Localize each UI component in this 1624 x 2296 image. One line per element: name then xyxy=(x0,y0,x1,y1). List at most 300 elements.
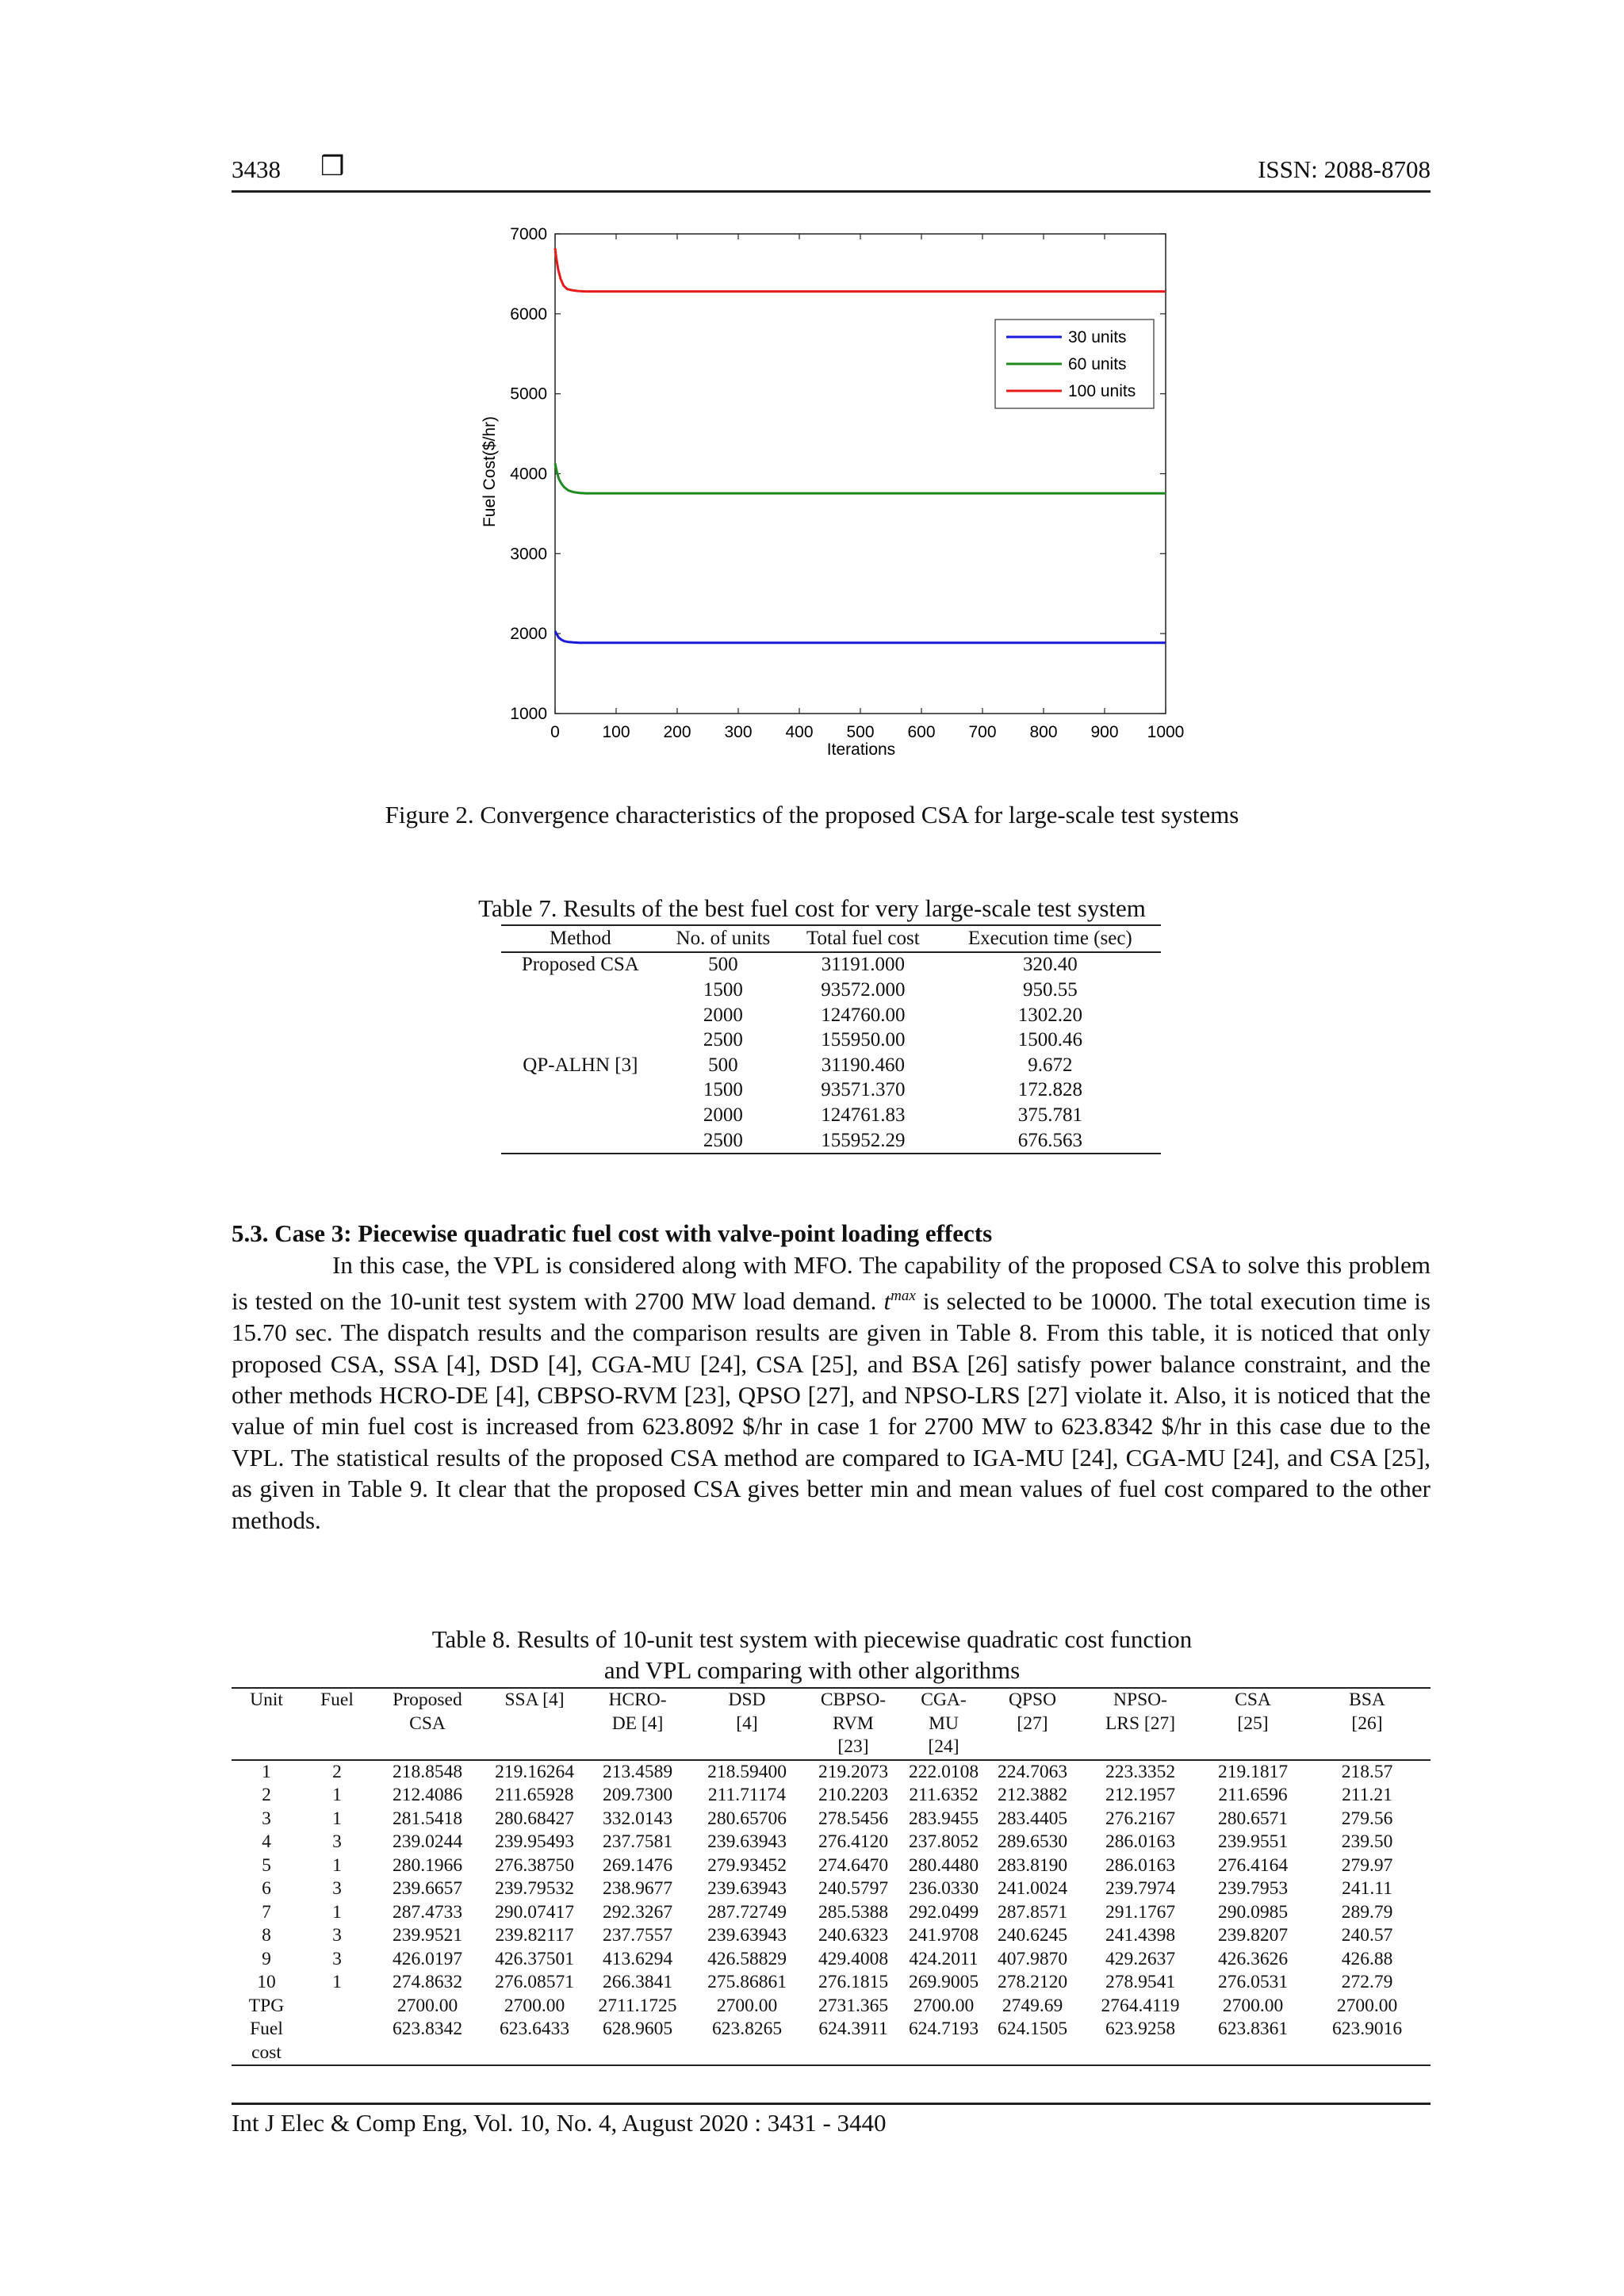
table7-caption: Table 7. Results of the best fuel cost for very large-scale test system xyxy=(478,894,1146,922)
table8-header-cell xyxy=(482,1688,587,1760)
table8-header-cell xyxy=(1202,1688,1304,1760)
table8-cell xyxy=(373,1808,482,1831)
table7-cell: 1500 xyxy=(703,1079,743,1101)
legend-label: 60 units xyxy=(1068,355,1127,373)
cell-text: 272.79 xyxy=(1341,1972,1393,1992)
cell-text: 2731.365 xyxy=(818,1995,889,2016)
table8-cell xyxy=(587,2018,688,2065)
table8-cell xyxy=(232,1948,301,1972)
cell-text: 4 xyxy=(262,1831,271,1852)
table8-cell xyxy=(901,1948,986,1972)
cell-text: CBPSO- xyxy=(820,1689,887,1710)
table7-cell: 2000 xyxy=(703,1004,743,1026)
table7-cell: 31191.000 xyxy=(821,954,906,976)
y-tick-label: 3000 xyxy=(510,545,547,564)
para-text-2: is selected to be 10000. The total execution time is 15.70 sec. The dispatch results and the comparison results are given in Table 8. From this table, it is noticed that only proposed CSA, SSA [4], DSD [4], CGA-MU [24], CSA [25], and BSA [26] satisfy power balance constraint, and the other methods HCRO-DE [4], CBPSO-RVM [23], QPSO [27], and NPSO-LRS [27] violate it. Also, it is noticed that the value of min fuel cost is increased from 623.8092 $/hr in case 1 for 2700 MW to 623.8342 $/hr in this case due to the VPL. The statistical results of the proposed CSA method are compared to IGA-MU [24], CGA-MU [24], and CSA [25], as given in Table 9. It clear that the proposed CSA gives better min and mean values of fuel cost compared to the other methods. xyxy=(232,1287,1431,1534)
cell-text: 274.6470 xyxy=(818,1854,889,1876)
table8-cell xyxy=(1202,1995,1304,2019)
table-row xyxy=(501,1003,1161,1028)
cell-text: 2700.00 xyxy=(716,1995,778,2016)
cell-text: 240.6245 xyxy=(997,1925,1068,1946)
cell-text: 292.3267 xyxy=(602,1901,673,1923)
cell-text: 7 xyxy=(262,1901,271,1923)
table7-cell: 124761.83 xyxy=(821,1104,906,1126)
table8-header-cell xyxy=(986,1688,1078,1760)
table8-cell xyxy=(1202,1924,1304,1948)
cell-text: 237.8052 xyxy=(908,1831,979,1852)
cell-text: 218.57 xyxy=(1341,1761,1393,1782)
table-row xyxy=(232,1901,1431,1925)
table7-cell: 124760.00 xyxy=(821,1004,906,1026)
cell-text: Proposed xyxy=(393,1689,462,1710)
table8-cell xyxy=(901,2018,986,2065)
x-tick-label: 500 xyxy=(846,723,875,741)
cell-text: 240.6323 xyxy=(818,1925,889,1946)
t-superscript: max xyxy=(891,1288,916,1305)
cell-text: 239.0244 xyxy=(392,1831,463,1852)
table8-cell xyxy=(688,1995,806,2019)
cell-text: 275.86861 xyxy=(707,1972,787,1992)
cell-text: 429.4008 xyxy=(818,1948,889,1969)
cell-text: 287.72749 xyxy=(707,1901,787,1923)
cell-text: 218.8548 xyxy=(392,1761,463,1782)
table8-cell xyxy=(1202,1877,1304,1901)
cell-text: 239.8207 xyxy=(1217,1925,1289,1946)
table8-cell xyxy=(301,1948,373,1972)
cell-text: 1 xyxy=(332,1901,342,1923)
table7-cell: 1302.20 xyxy=(1017,1004,1082,1026)
table8-cell xyxy=(482,1995,587,2019)
series-line-100-units xyxy=(555,248,1166,292)
table8-cell xyxy=(301,1808,373,1831)
table8-cell xyxy=(1078,2018,1202,2065)
table8-cell xyxy=(901,1971,986,1995)
cell-text: [25] xyxy=(1237,1712,1269,1734)
table8-cell xyxy=(1078,1971,1202,1995)
table8-cell xyxy=(373,1760,482,1785)
cell-text: 213.4589 xyxy=(602,1761,673,1782)
table8-cell xyxy=(806,2018,901,2065)
table8-cell xyxy=(373,1924,482,1948)
table8-cell xyxy=(482,1924,587,1948)
table8-cell xyxy=(1304,1784,1431,1808)
table8-cell xyxy=(901,1877,986,1901)
table8-cell xyxy=(482,2018,587,2065)
table8-cell xyxy=(1202,1808,1304,1831)
x-tick-label: 300 xyxy=(724,723,753,741)
y-tick-label: 5000 xyxy=(510,385,547,404)
y-tick-label: 7000 xyxy=(510,225,547,243)
table7-cell: 93572.000 xyxy=(821,978,906,1001)
table8-cell xyxy=(688,1784,806,1808)
cell-text: 332.0143 xyxy=(602,1808,673,1829)
cell-text: NPSO- xyxy=(1113,1689,1167,1710)
cell-text: 623.8265 xyxy=(711,2019,783,2039)
table8-cell xyxy=(986,1784,1078,1808)
header-rule xyxy=(232,190,1431,193)
table8-cell xyxy=(232,1901,301,1925)
cell-text: 2 xyxy=(262,1785,271,1805)
x-axis-label: Iterations xyxy=(826,740,896,759)
cell-text: 276.38750 xyxy=(495,1854,574,1876)
y-tick-label: 4000 xyxy=(510,465,547,484)
cell-text: 269.9005 xyxy=(908,1972,979,1992)
cell-text: 280.1966 xyxy=(392,1854,463,1876)
table8-cell xyxy=(1304,1854,1431,1878)
cell-text: 211.65928 xyxy=(495,1785,574,1805)
cell-text: 280.6571 xyxy=(1217,1808,1289,1829)
cell-text: 276.4120 xyxy=(818,1831,889,1852)
para-text-1: In this case, the VPL is considered along with MFO. The capability of the proposed CSA to solve this problem is tested on the 10-unit test system with 2700 MW load demand. xyxy=(232,1251,1431,1315)
table8-cell xyxy=(373,1877,482,1901)
cell-text: CGA- xyxy=(921,1689,967,1710)
table8-cell xyxy=(806,1808,901,1831)
cell-text: 223.3352 xyxy=(1105,1761,1176,1782)
cell-text: Unit xyxy=(250,1689,283,1710)
cell-text: 283.8190 xyxy=(997,1854,1068,1876)
cell-text: 212.3882 xyxy=(997,1785,1068,1805)
figure-caption: Figure 2. Convergence characteristics of the proposed CSA for large-scale test systems xyxy=(385,801,1239,828)
table8-cell xyxy=(901,1760,986,1785)
table8-cell xyxy=(1078,1877,1202,1901)
y-tick-label: 1000 xyxy=(510,705,547,723)
table8-cell xyxy=(806,1831,901,1854)
table8-header-cell xyxy=(688,1688,806,1760)
table8-cell xyxy=(1078,1995,1202,2019)
table8-cell xyxy=(806,1924,901,1948)
cell-text: 623.6433 xyxy=(499,2019,570,2039)
table-row xyxy=(232,1948,1431,1972)
table8-cell xyxy=(901,1924,986,1948)
table8-cell xyxy=(373,1784,482,1808)
table8-cell xyxy=(901,1995,986,2019)
cell-text: 209.7300 xyxy=(602,1785,673,1805)
table8-header-cell xyxy=(1078,1688,1202,1760)
table8-cell xyxy=(1304,1808,1431,1831)
cell-text: 219.16264 xyxy=(495,1761,574,1782)
table7-cell: 320.40 xyxy=(1022,954,1078,976)
cell-text: 3 xyxy=(262,1808,271,1829)
y-tick-label: 2000 xyxy=(510,625,547,644)
table8-cell xyxy=(688,1924,806,1948)
cell-text: 239.9521 xyxy=(392,1925,463,1946)
cell-text: 2 xyxy=(332,1761,342,1782)
cell-text: 290.0985 xyxy=(1217,1901,1289,1923)
table8-header-cell xyxy=(587,1688,688,1760)
table8-cell xyxy=(232,1971,301,1995)
cell-text: 3 xyxy=(332,1831,342,1852)
table8-header-cell xyxy=(806,1688,901,1760)
table8-cell xyxy=(482,1854,587,1878)
cell-text: DSD xyxy=(728,1689,766,1710)
cell-text: 407.9870 xyxy=(997,1948,1068,1969)
cell-text: 239.63943 xyxy=(707,1878,787,1899)
cell-text: 624.3911 xyxy=(818,2019,888,2039)
y-tick-label: 6000 xyxy=(510,304,547,323)
table8-caption-line2: and VPL comparing with other algorithms xyxy=(603,1656,1021,1684)
cell-text: 624.7193 xyxy=(908,2019,979,2039)
table8-cell xyxy=(1304,1924,1431,1948)
table8-cell xyxy=(232,1924,301,1948)
cell-text: 278.2120 xyxy=(997,1972,1068,1992)
table8 xyxy=(232,1687,1431,2066)
table8-cell xyxy=(232,1854,301,1878)
table-row xyxy=(501,1103,1161,1128)
table-row xyxy=(232,1854,1431,1878)
table8-cell xyxy=(373,1948,482,1972)
journal-issn: ISSN: 2088-8708 xyxy=(1258,155,1431,183)
cell-text: 211.71174 xyxy=(707,1785,787,1805)
cell-text: [23] xyxy=(837,1736,869,1757)
table8-cell xyxy=(232,1760,301,1785)
cell-text: 276.2167 xyxy=(1105,1808,1176,1829)
table8-cell xyxy=(688,1901,806,1925)
cell-text: Fuel xyxy=(250,2019,283,2039)
cell-text: 3 xyxy=(332,1948,342,1969)
table8-cell xyxy=(587,1760,688,1785)
footer-citation: Int J Elec & Comp Eng, Vol. 10, No. 4, August 2020 : 3431 - 3440 xyxy=(232,2109,887,2137)
table7-cell: 500 xyxy=(708,1054,738,1076)
section-paragraph xyxy=(232,1249,1431,1536)
cell-text: 276.4164 xyxy=(1217,1854,1289,1876)
table8-cell xyxy=(1078,1760,1202,1785)
table8-cell xyxy=(587,1924,688,1948)
x-tick-label: 600 xyxy=(907,723,936,741)
table8-cell xyxy=(482,1831,587,1854)
table8-cell xyxy=(986,1948,1078,1972)
table8-cell xyxy=(986,1971,1078,1995)
table-row xyxy=(501,1053,1161,1078)
table8-cell xyxy=(587,1877,688,1901)
table8-cell xyxy=(1202,1760,1304,1785)
page-number: 3438 xyxy=(232,155,281,183)
cell-text: LRS [27] xyxy=(1105,1712,1176,1734)
table8-cell xyxy=(482,1760,587,1785)
table-row xyxy=(232,1784,1431,1808)
table8-cell xyxy=(1304,2018,1431,2065)
cell-text: 269.1476 xyxy=(602,1854,673,1876)
table7-cell: 2500 xyxy=(703,1029,743,1051)
table7-header-cell: No. of units xyxy=(676,927,771,949)
cell-text: 290.07417 xyxy=(495,1901,574,1923)
cell-text: 285.5388 xyxy=(818,1901,889,1923)
cell-text: 237.7557 xyxy=(602,1925,673,1946)
table8-cell xyxy=(986,1877,1078,1901)
cell-text: 222.0108 xyxy=(908,1761,979,1782)
table8-cell xyxy=(806,1854,901,1878)
cell-text: cost xyxy=(251,2042,282,2063)
table8-cell xyxy=(806,1784,901,1808)
table8-cell xyxy=(232,2018,301,2065)
cell-text: 241.11 xyxy=(1342,1878,1392,1899)
table8-cell xyxy=(1078,1901,1202,1925)
cell-text: 286.0163 xyxy=(1105,1854,1176,1876)
cell-text: 266.3841 xyxy=(602,1972,673,1992)
cell-text: 1 xyxy=(332,1808,342,1829)
cell-text: 239.95493 xyxy=(495,1831,574,1852)
table8-cell xyxy=(806,1971,901,1995)
table8-cell xyxy=(1304,1971,1431,1995)
x-tick-label: 700 xyxy=(968,723,997,741)
cell-text: 274.8632 xyxy=(392,1972,463,1992)
cell-text: 424.2011 xyxy=(909,1948,979,1969)
table7-cell: 950.55 xyxy=(1022,978,1078,1001)
table8-cell xyxy=(688,1831,806,1854)
cell-text: 236.0330 xyxy=(908,1878,979,1899)
table8-cell xyxy=(587,1831,688,1854)
y-axis-label: Fuel Cost($/hr) xyxy=(481,415,499,528)
cell-text: 3 xyxy=(332,1878,342,1899)
table8-cell xyxy=(1202,1948,1304,1972)
table8-cell xyxy=(587,1948,688,1972)
table8-caption-line1: Table 8. Results of 10-unit test system with piecewise quadratic cost function xyxy=(431,1625,1193,1653)
cell-text: 429.2637 xyxy=(1105,1948,1176,1969)
legend-label: 30 units xyxy=(1068,328,1127,346)
table8-cell xyxy=(1202,1971,1304,1995)
cell-text: 219.2073 xyxy=(818,1761,889,1782)
footer-rule xyxy=(232,2103,1431,2105)
table8-cell xyxy=(587,1901,688,1925)
table8-cell xyxy=(986,2018,1078,2065)
cell-text: [24] xyxy=(928,1736,959,1757)
table8-cell xyxy=(587,1784,688,1808)
table8-cell xyxy=(301,1924,373,1948)
cell-text: 239.6657 xyxy=(392,1878,463,1899)
cell-text: RVM xyxy=(833,1712,874,1734)
table-row xyxy=(501,1128,1161,1154)
table7-cell: 676.563 xyxy=(1017,1129,1082,1151)
table8-cell xyxy=(688,1854,806,1878)
cell-text: 413.6294 xyxy=(602,1948,673,1969)
cell-text: 291.1767 xyxy=(1105,1901,1176,1923)
cell-text: 281.5418 xyxy=(392,1808,463,1829)
table8-cell xyxy=(232,1831,301,1854)
table8-cell xyxy=(688,1808,806,1831)
table8-cell xyxy=(373,1901,482,1925)
cell-text: 623.8342 xyxy=(392,2019,463,2039)
table8-header-cell xyxy=(373,1688,482,1760)
table8-cell xyxy=(1078,1924,1202,1948)
cell-text: 287.8571 xyxy=(997,1901,1068,1923)
table7 xyxy=(501,924,1161,1154)
table8-cell xyxy=(482,1948,587,1972)
cell-text: BSA xyxy=(1349,1689,1385,1710)
table8-cell xyxy=(587,1854,688,1878)
table-row xyxy=(232,1877,1431,1901)
cell-text: 239.63943 xyxy=(707,1925,787,1946)
table8-cell xyxy=(1078,1784,1202,1808)
table8-cell xyxy=(232,1784,301,1808)
table8-cell xyxy=(301,1760,373,1785)
cell-text: 280.4480 xyxy=(908,1854,979,1876)
table8-cell xyxy=(301,1971,373,1995)
cell-text: 276.1815 xyxy=(818,1972,889,1992)
cell-text: 8 xyxy=(262,1925,271,1946)
table8-cell xyxy=(986,1995,1078,2019)
cell-text: 2700.00 xyxy=(913,1995,975,2016)
table8-cell xyxy=(1304,1948,1431,1972)
cell-text: 239.63943 xyxy=(707,1831,787,1852)
table8-cell xyxy=(373,1995,482,2019)
table8-cell xyxy=(1304,1995,1431,2019)
cell-text: 280.65706 xyxy=(707,1808,787,1829)
cell-text: 239.79532 xyxy=(495,1878,574,1899)
table8-cell xyxy=(901,1901,986,1925)
table-row xyxy=(501,1078,1161,1104)
cell-text: 426.3626 xyxy=(1217,1948,1289,1969)
cell-text: 2700.00 xyxy=(396,1995,458,2016)
table8-cell xyxy=(986,1808,1078,1831)
table7-cell xyxy=(501,1027,660,1053)
table8-cell xyxy=(482,1784,587,1808)
table8-cell xyxy=(688,1877,806,1901)
table8-cell xyxy=(373,1831,482,1854)
x-tick-label: 1000 xyxy=(1147,723,1185,741)
cell-text: TPG xyxy=(248,1995,285,2016)
cell-text: 292.0499 xyxy=(908,1901,979,1923)
cell-text: 211.21 xyxy=(1342,1785,1392,1805)
table8-cell xyxy=(986,1831,1078,1854)
x-tick-label: 100 xyxy=(602,723,630,741)
table8-cell xyxy=(986,1901,1078,1925)
table7-header-cell: Method xyxy=(549,927,611,949)
cell-text: 2700.00 xyxy=(504,1995,565,2016)
table7-cell: 2500 xyxy=(703,1129,743,1151)
table8-cell xyxy=(587,1995,688,2019)
cell-text: [26] xyxy=(1351,1712,1383,1734)
table8-cell xyxy=(1304,1901,1431,1925)
cell-text: 1 xyxy=(262,1761,271,1782)
table8-cell xyxy=(482,1808,587,1831)
cell-text: 279.93452 xyxy=(707,1854,787,1876)
convergence-chart xyxy=(468,214,1213,769)
x-tick-label: 0 xyxy=(550,723,560,741)
cell-text: 1 xyxy=(332,1854,342,1876)
table7-cell xyxy=(501,1003,660,1028)
cell-text: 624.1505 xyxy=(997,2019,1068,2039)
cell-text: 2700.00 xyxy=(1336,1995,1398,2016)
cell-text: 426.0197 xyxy=(392,1948,463,1969)
cell-text: 278.5456 xyxy=(818,1808,889,1829)
table8-cell xyxy=(373,1854,482,1878)
table8-cell xyxy=(1078,1808,1202,1831)
table8-cell xyxy=(301,1877,373,1901)
cell-text: MU xyxy=(929,1712,959,1734)
table8-cell xyxy=(806,1877,901,1901)
table-row xyxy=(232,1924,1431,1948)
section-heading: 5.3. Case 3: Piecewise quadratic fuel cost with valve-point loading effects xyxy=(232,1219,993,1247)
table7-cell: QP-ALHN [3] xyxy=(523,1054,638,1076)
table7-cell: 93571.370 xyxy=(821,1079,906,1101)
table-row xyxy=(501,978,1161,1003)
cell-text: 628.9605 xyxy=(602,2019,673,2039)
table8-cell xyxy=(688,2018,806,2065)
cell-text: 283.4405 xyxy=(997,1808,1068,1829)
plot-area xyxy=(555,234,1166,714)
cell-text: 212.1957 xyxy=(1105,1785,1176,1805)
cell-text: 623.9258 xyxy=(1105,2019,1176,2039)
table8-header-cell xyxy=(901,1688,986,1760)
table8-header-cell xyxy=(1304,1688,1431,1760)
table-row xyxy=(501,952,1161,978)
cell-text: 224.7063 xyxy=(997,1761,1068,1782)
cell-text: 3 xyxy=(332,1925,342,1946)
table8-cell xyxy=(482,1877,587,1901)
cell-text: 239.50 xyxy=(1341,1831,1393,1852)
table8-cell xyxy=(1078,1854,1202,1878)
table8-cell xyxy=(301,1901,373,1925)
table8-cell xyxy=(301,1831,373,1854)
